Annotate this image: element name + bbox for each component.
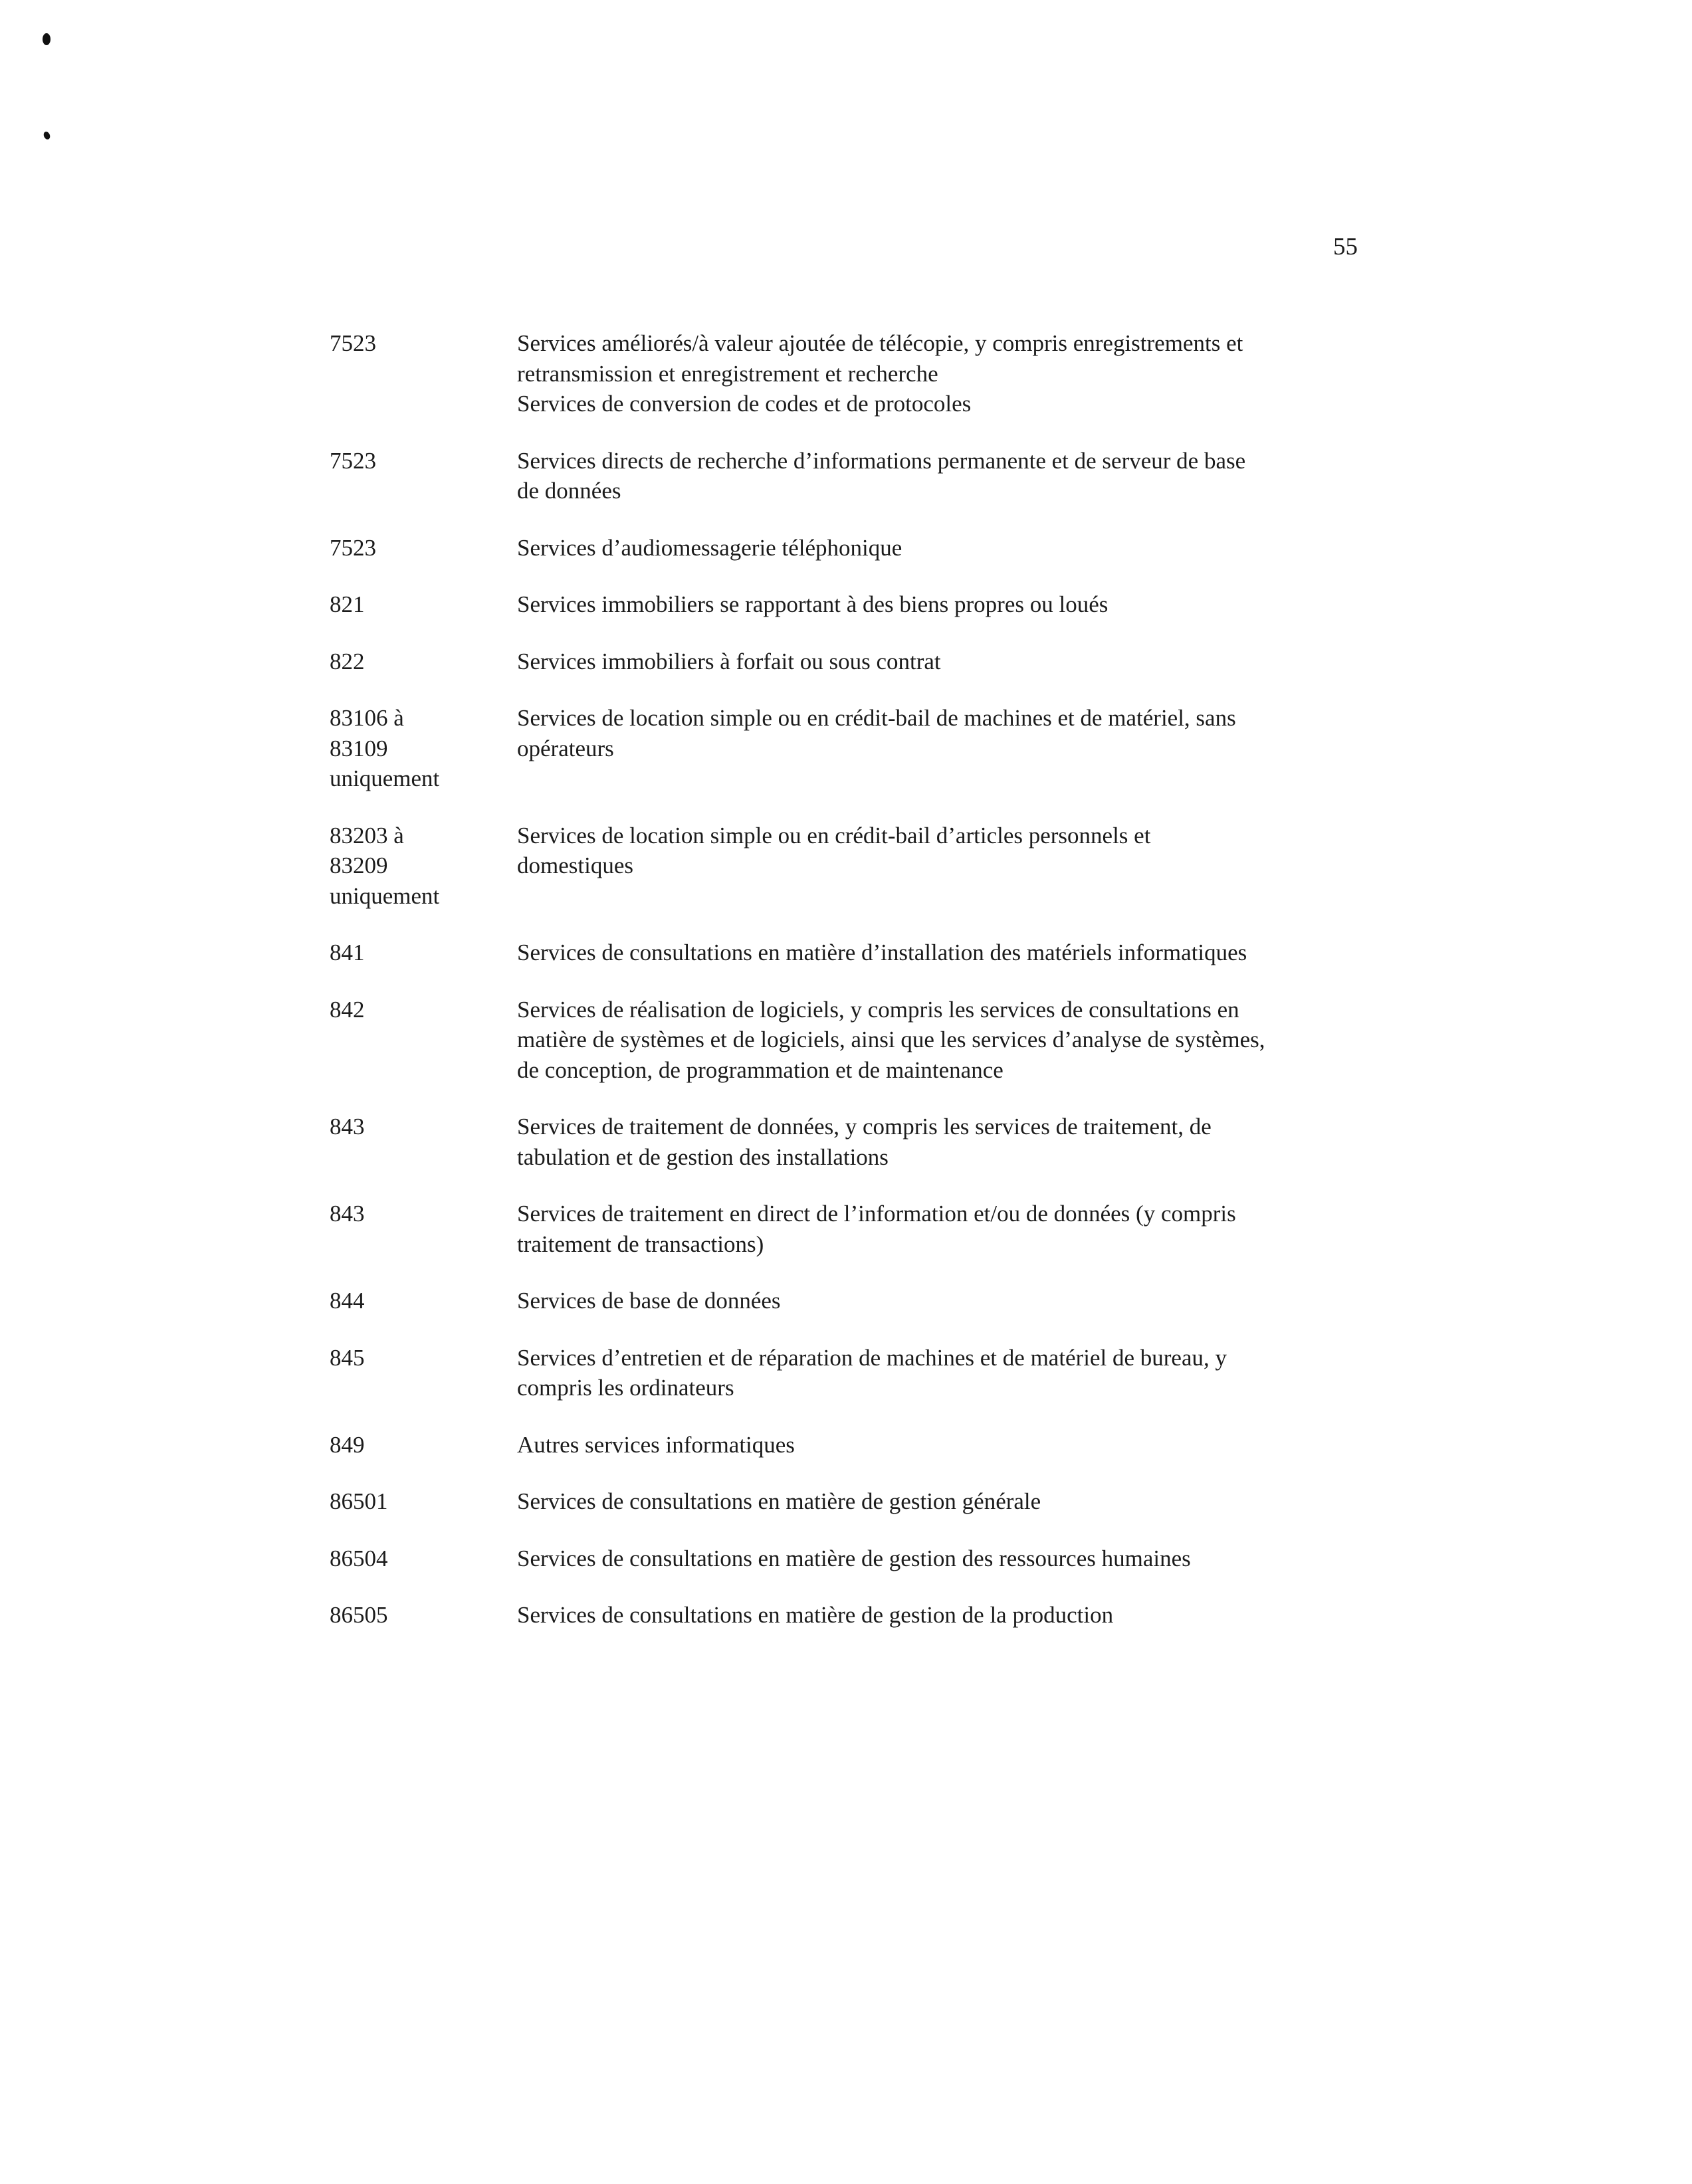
service-description: Services de réalisation de logiciels, y compris les services de consultations en matière de systèmes et de logiciels, ainsi que les services d’analyse de systèmes, de conception, de programmation et de maintenance xyxy=(517,996,1265,1083)
cpc-code: 842 xyxy=(330,996,365,1023)
page-number: 55 xyxy=(1333,233,1358,260)
list-item xyxy=(330,1486,1393,1517)
cpc-code: 86501 xyxy=(330,1488,388,1514)
cpc-code: 86504 xyxy=(330,1545,388,1571)
cpc-code: 822 xyxy=(330,648,365,674)
cpc-code: 843 xyxy=(330,1114,365,1140)
list-item xyxy=(330,446,1393,506)
list-item xyxy=(330,1112,1393,1172)
cpc-code: 7523 xyxy=(330,534,376,561)
cpc-code: 7523 xyxy=(330,447,376,474)
list-item xyxy=(330,938,1393,968)
service-description: Services de consultations en matière de gestion générale xyxy=(517,1488,1041,1514)
list-item xyxy=(330,533,1393,563)
service-description: Services de location simple ou en crédit-bail de machines et de matériel, sans opérateurs xyxy=(517,705,1236,761)
list-item xyxy=(330,589,1393,620)
service-list xyxy=(330,328,1393,1657)
service-description: Services améliorés/à valeur ajoutée de télécopie, y compris enregistrements et retransmission et enregistrement et recherche Services de conversion de codes et de protocoles xyxy=(517,330,1243,417)
cpc-code: 83106 à 83109 uniquement xyxy=(330,705,440,791)
service-description: Services directs de recherche d’informations permanente et de serveur de base de données xyxy=(517,447,1246,504)
service-description: Services de traitement en direct de l’information et/ou de données (y compris traitement de transactions) xyxy=(517,1201,1236,1257)
list-item xyxy=(330,328,1393,419)
list-item xyxy=(330,1543,1393,1574)
cpc-code: 849 xyxy=(330,1431,365,1458)
list-item xyxy=(330,646,1393,677)
cpc-code: 83203 à 83209 uniquement xyxy=(330,822,440,909)
service-description: Services de consultations en matière de gestion des ressources humaines xyxy=(517,1545,1191,1571)
service-description: Services d’audiomessagerie téléphonique xyxy=(517,534,902,561)
list-item xyxy=(330,821,1393,912)
list-item xyxy=(330,1199,1393,1259)
list-item xyxy=(330,995,1393,1086)
scan-speck xyxy=(43,131,51,141)
list-item xyxy=(330,1343,1393,1403)
service-description: Services de consultations en matière de gestion de la production xyxy=(517,1602,1114,1628)
cpc-code: 86505 xyxy=(330,1602,388,1628)
cpc-code: 821 xyxy=(330,591,365,617)
service-description: Autres services informatiques xyxy=(517,1431,795,1458)
service-description: Services de traitement de données, y compris les services de traitement, de tabulation et de gestion des installations xyxy=(517,1114,1212,1170)
cpc-code: 844 xyxy=(330,1288,365,1314)
service-description: Services de location simple ou en crédit-bail d’articles personnels et domestiques xyxy=(517,822,1151,878)
list-item xyxy=(330,703,1393,794)
service-description: Services immobiliers à forfait ou sous contrat xyxy=(517,648,941,674)
service-description: Services d’entretien et de réparation de machines et de matériel de bureau, y compris les ordinateurs xyxy=(517,1344,1227,1401)
service-description: Services de consultations en matière d’installation des matériels informatiques xyxy=(517,940,1247,965)
list-item xyxy=(330,1600,1393,1631)
service-description: Services de base de données xyxy=(517,1288,781,1314)
service-description: Services immobiliers se rapportant à des biens propres ou loués xyxy=(517,591,1109,617)
cpc-code: 845 xyxy=(330,1344,365,1371)
list-item xyxy=(330,1430,1393,1460)
list-item xyxy=(330,1286,1393,1316)
cpc-code: 841 xyxy=(330,940,365,965)
scan-speck xyxy=(43,33,51,45)
cpc-code: 7523 xyxy=(330,330,376,356)
cpc-code: 843 xyxy=(330,1201,365,1227)
